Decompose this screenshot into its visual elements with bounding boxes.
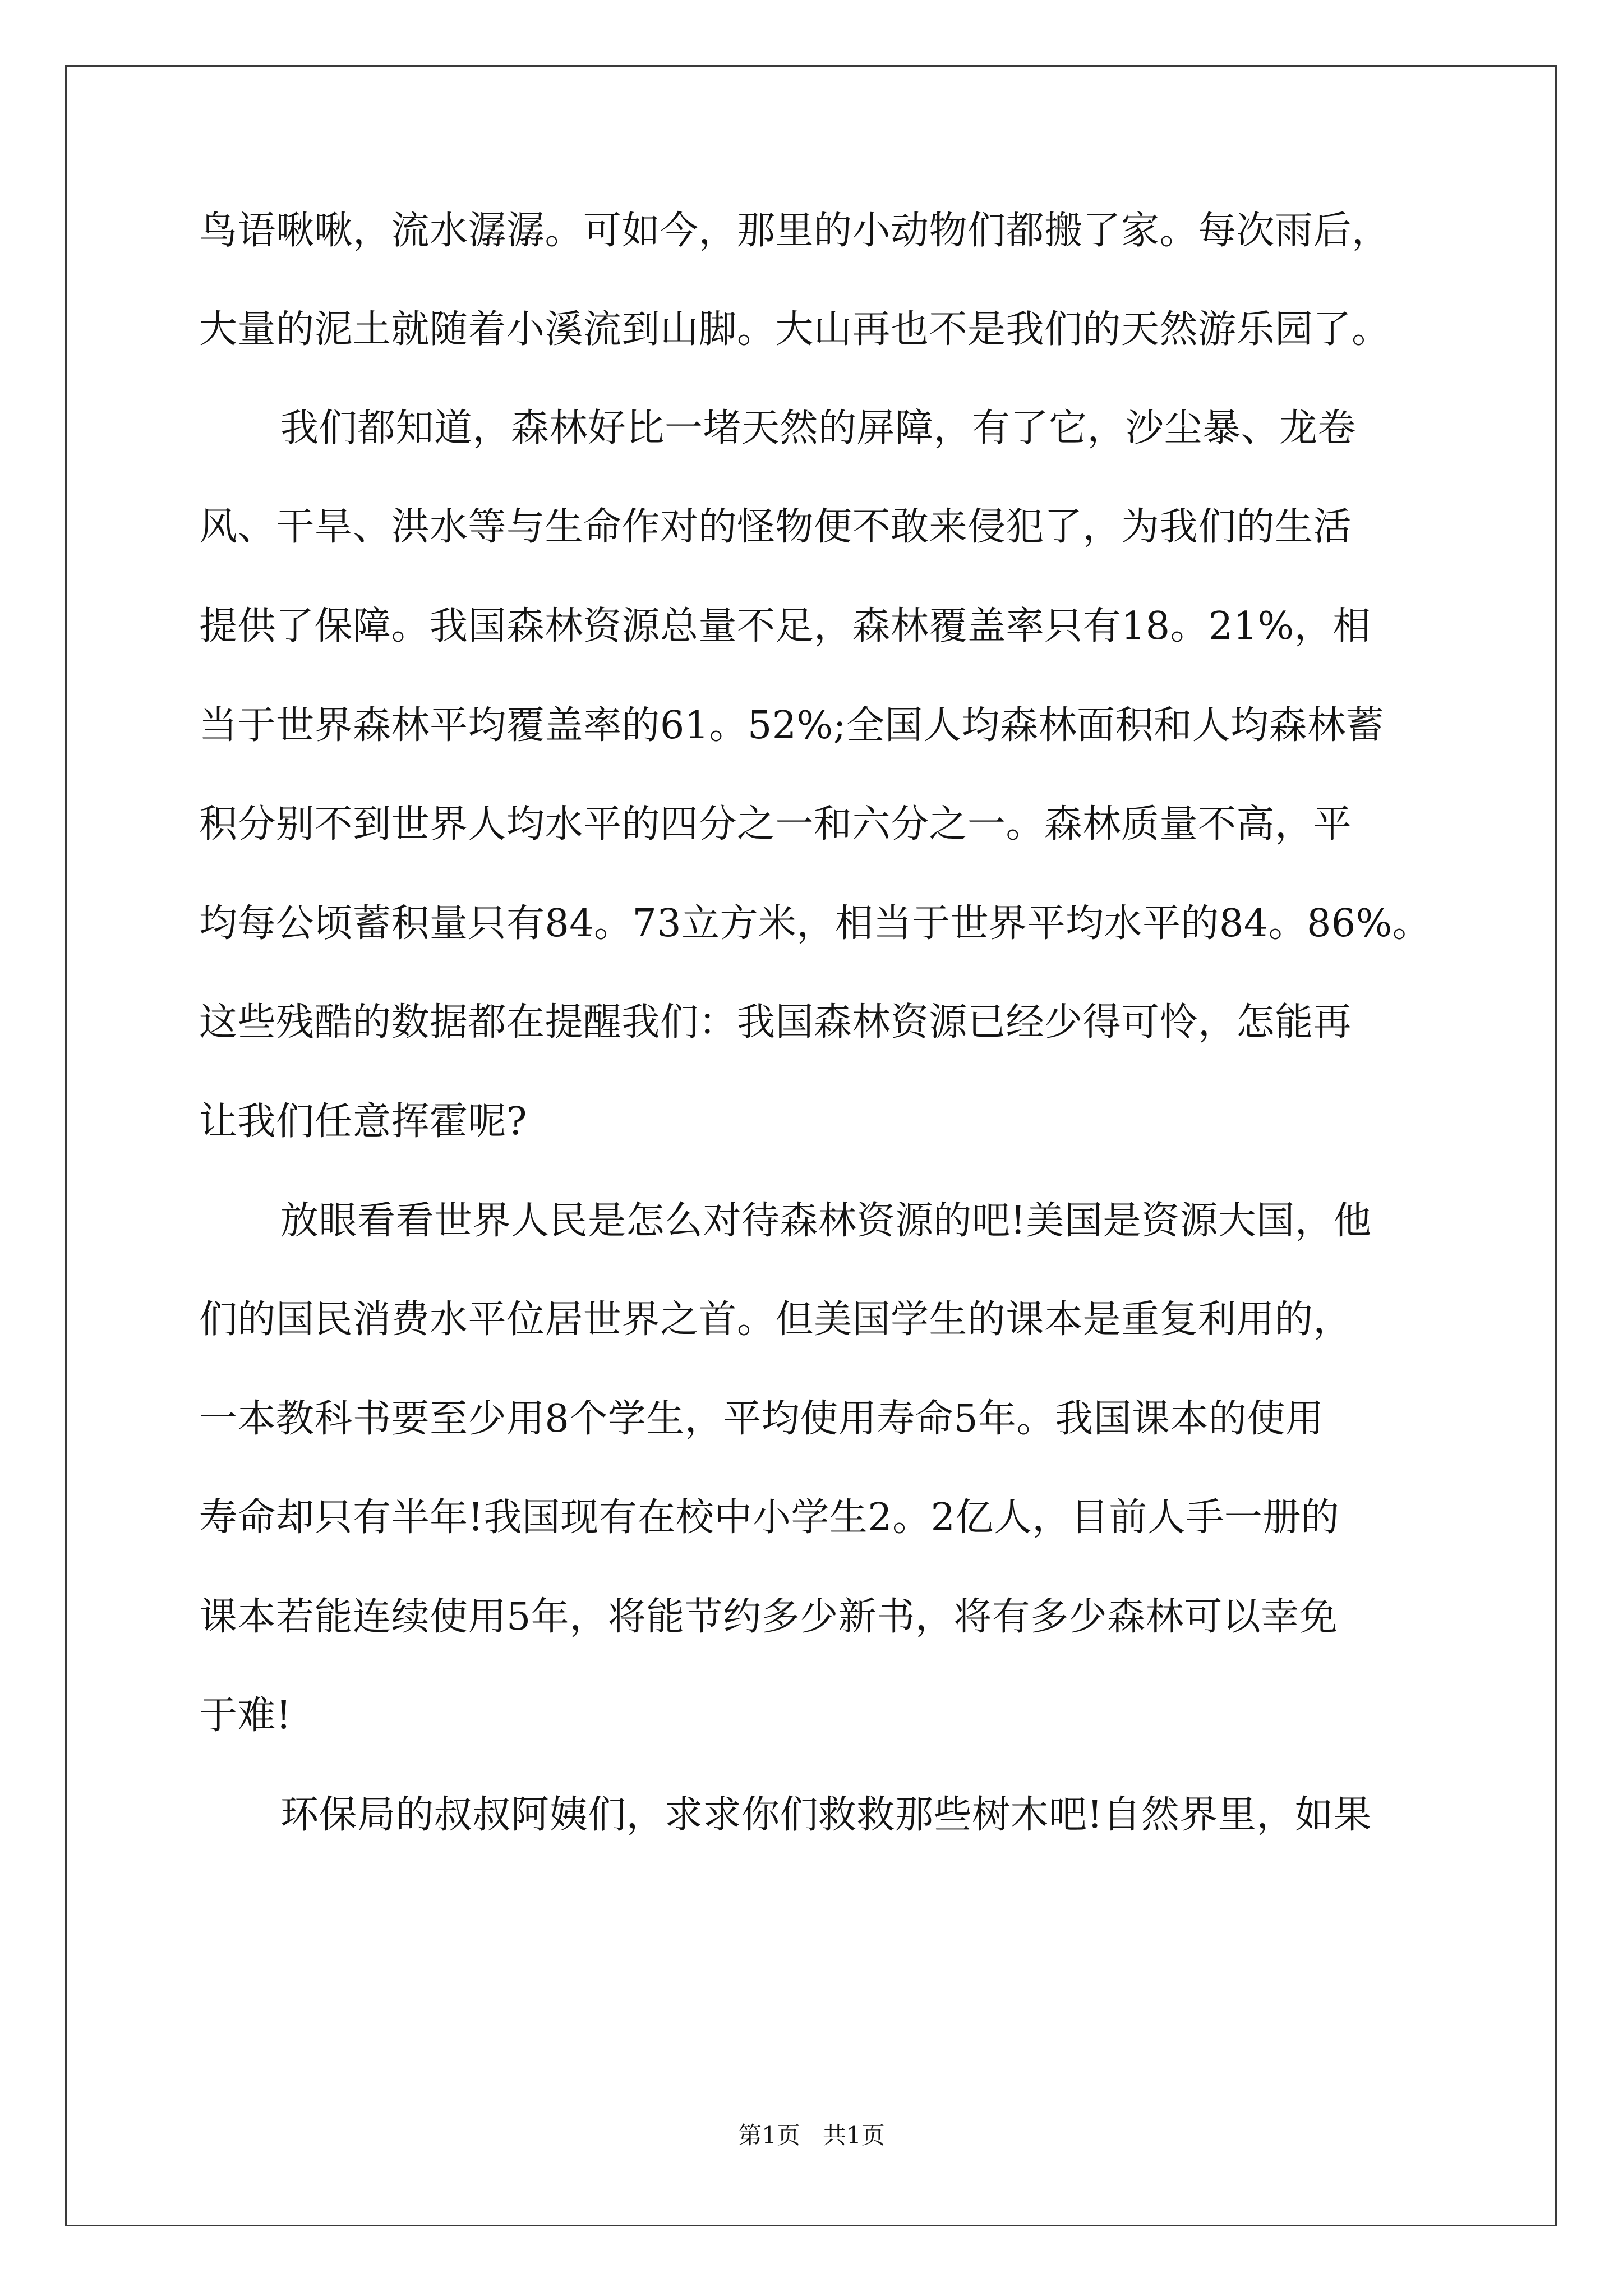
paragraph-line: 大量的泥土就随着小溪流到山脚。大山再也不是我们的天然游乐园了。	[199, 307, 1390, 352]
paragraph-line: 课本若能连续使用5年，将能节约多少新书，将有多少森林可以幸免	[199, 1595, 1338, 1639]
paragraph-line: 于难!	[199, 1694, 292, 1738]
page-footer: 第1页 共1页	[738, 2122, 885, 2149]
paragraph-line: 这些残酷的数据都在提醒我们：我国森林资源已经少得可怜，怎能再	[199, 1000, 1352, 1045]
paragraph-line: 当于世界森林平均覆盖率的61。52%;全国人均森林面积和人均森林蓄	[199, 703, 1385, 748]
paragraph-line: 风、干旱、洪水等与生命作对的怪物便不敢来侵犯了，为我们的生活	[199, 505, 1352, 549]
paragraph-line: 放眼看看世界人民是怎么对待森林资源的吧!美国是资源大国，他	[280, 1199, 1372, 1243]
paragraph-line: 提供了保障。我国森林资源总量不足，森林覆盖率只有18。21%，相	[199, 604, 1371, 648]
paragraph-line: 我们都知道，森林好比一堵天然的屏障，有了它，沙尘暴、龙卷	[280, 406, 1357, 450]
paragraph-line: 环保局的叔叔阿姨们，求求你们救救那些树木吧!自然界里，如果	[280, 1793, 1372, 1837]
paragraph-line: 们的国民消费水平位居世界之首。但美国学生的课本是重复利用的，	[199, 1297, 1352, 1342]
paragraph-line: 鸟语啾啾，流水潺潺。可如今，那里的小动物们都搬了家。每次雨后，	[199, 209, 1390, 253]
paragraph-line: 积分别不到世界人均水平的四分之一和六分之一。森林质量不高，平	[199, 802, 1352, 846]
paragraph-line: 一本教科书要至少用8个学生，平均使用寿命5年。我国课本的使用	[199, 1397, 1324, 1441]
paragraph-line: 寿命却只有半年!我国现有在校中小学生2。2亿人，目前人手一册的	[199, 1496, 1340, 1540]
paragraph-line: 让我们任意挥霍呢?	[199, 1099, 527, 1144]
paragraph-line: 均每公顷蓄积量只有84。73立方米，相当于世界平均水平的84。86%。	[199, 901, 1431, 946]
